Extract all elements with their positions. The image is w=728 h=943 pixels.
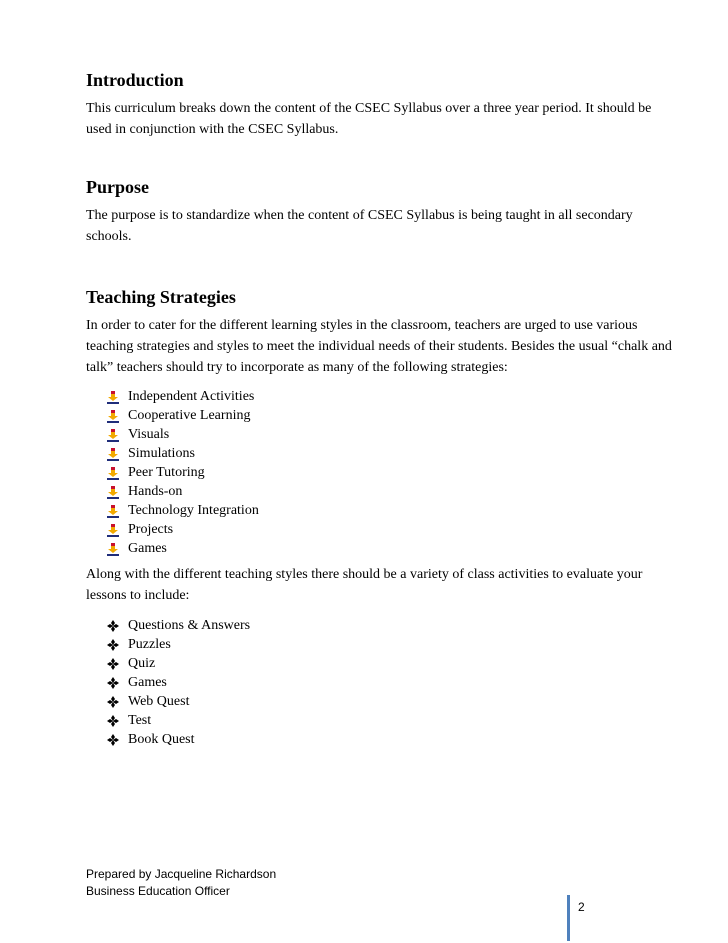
diamond-bullet-icon: [107, 657, 128, 671]
activities-list: [86, 616, 676, 749]
activity-label: Test: [128, 713, 152, 728]
teaching-strategies-text: In order to cater for the different learning styles in the classroom, teachers are urged to use various teaching strategies and styles to meet the individual needs of their students. Besides the usual “chalk and talk” teachers should try to incorporate as many of the following strategies:: [86, 318, 672, 375]
list-item: [107, 425, 676, 444]
arrow-bullet-icon: [107, 447, 128, 461]
activities-intro-text: Along with the different teaching styles there should be a variety of class activities to evaluate your lessons to include:: [86, 567, 643, 603]
arrow-bullet-icon: [107, 428, 128, 442]
list-item: [107, 692, 676, 711]
page-content: [86, 68, 676, 749]
strategy-label: Simulations: [128, 446, 195, 461]
footer-role: Business Education Officer: [86, 884, 230, 898]
diamond-bullet-icon: [107, 676, 128, 690]
introduction-text: This curriculum breaks down the content of the CSEC Syllabus over a three year period. It should be used in conjunction with the CSEC Syllabus.: [86, 101, 652, 137]
strategy-label: Games: [128, 541, 167, 556]
arrow-bullet-icon: [107, 542, 128, 556]
teaching-strategies-section: [86, 285, 676, 749]
arrow-bullet-icon: [107, 390, 128, 404]
strategy-label: Projects: [128, 522, 174, 537]
strategy-label: Independent Activities: [128, 389, 255, 404]
activity-label: Questions & Answers: [128, 618, 251, 633]
page-number: 2: [578, 900, 585, 914]
list-item: [107, 673, 676, 692]
diamond-bullet-icon: [107, 714, 128, 728]
footer-author: Prepared by Jacqueline Richardson: [86, 867, 277, 881]
list-item: [107, 463, 676, 482]
activity-label: Puzzles: [128, 637, 171, 652]
arrow-bullet-icon: [107, 409, 128, 423]
list-item: [107, 444, 676, 463]
diamond-bullet-icon: [107, 619, 128, 633]
list-item: [107, 501, 676, 520]
arrow-bullet-icon: [107, 485, 128, 499]
list-item: [107, 616, 676, 635]
strategy-label: Peer Tutoring: [128, 465, 205, 480]
diamond-bullet-icon: [107, 733, 128, 747]
activity-label: Quiz: [128, 656, 156, 671]
purpose-text: The purpose is to standardize when the content of CSEC Syllabus is being taught in all secondary schools.: [86, 208, 633, 244]
activity-label: Book Quest: [128, 732, 195, 747]
arrow-bullet-icon: [107, 504, 128, 518]
introduction-section: [86, 68, 676, 140]
arrow-bullet-icon: [107, 523, 128, 537]
list-item: [107, 482, 676, 501]
activity-label: Games: [128, 675, 167, 690]
page-footer: [86, 866, 276, 900]
list-item: [107, 520, 676, 539]
list-item: [107, 406, 676, 425]
strategy-label: Cooperative Learning: [128, 408, 251, 423]
diamond-bullet-icon: [107, 695, 128, 709]
strategy-label: Technology Integration: [128, 503, 259, 518]
strategy-label: Hands-on: [128, 484, 183, 499]
list-item: [107, 539, 676, 558]
list-item: [107, 654, 676, 673]
list-item: [107, 711, 676, 730]
list-item: [107, 387, 676, 406]
introduction-heading: Introduction: [86, 70, 184, 90]
purpose-section: [86, 175, 676, 247]
teaching-strategies-heading: Teaching Strategies: [86, 287, 236, 307]
list-item: [107, 635, 676, 654]
page-number-box: [567, 895, 585, 941]
activity-label: Web Quest: [128, 694, 190, 709]
arrow-bullet-icon: [107, 466, 128, 480]
strategy-label: Visuals: [128, 427, 170, 442]
purpose-heading: Purpose: [86, 177, 149, 197]
diamond-bullet-icon: [107, 638, 128, 652]
list-item: [107, 730, 676, 749]
strategies-list: [86, 387, 676, 558]
